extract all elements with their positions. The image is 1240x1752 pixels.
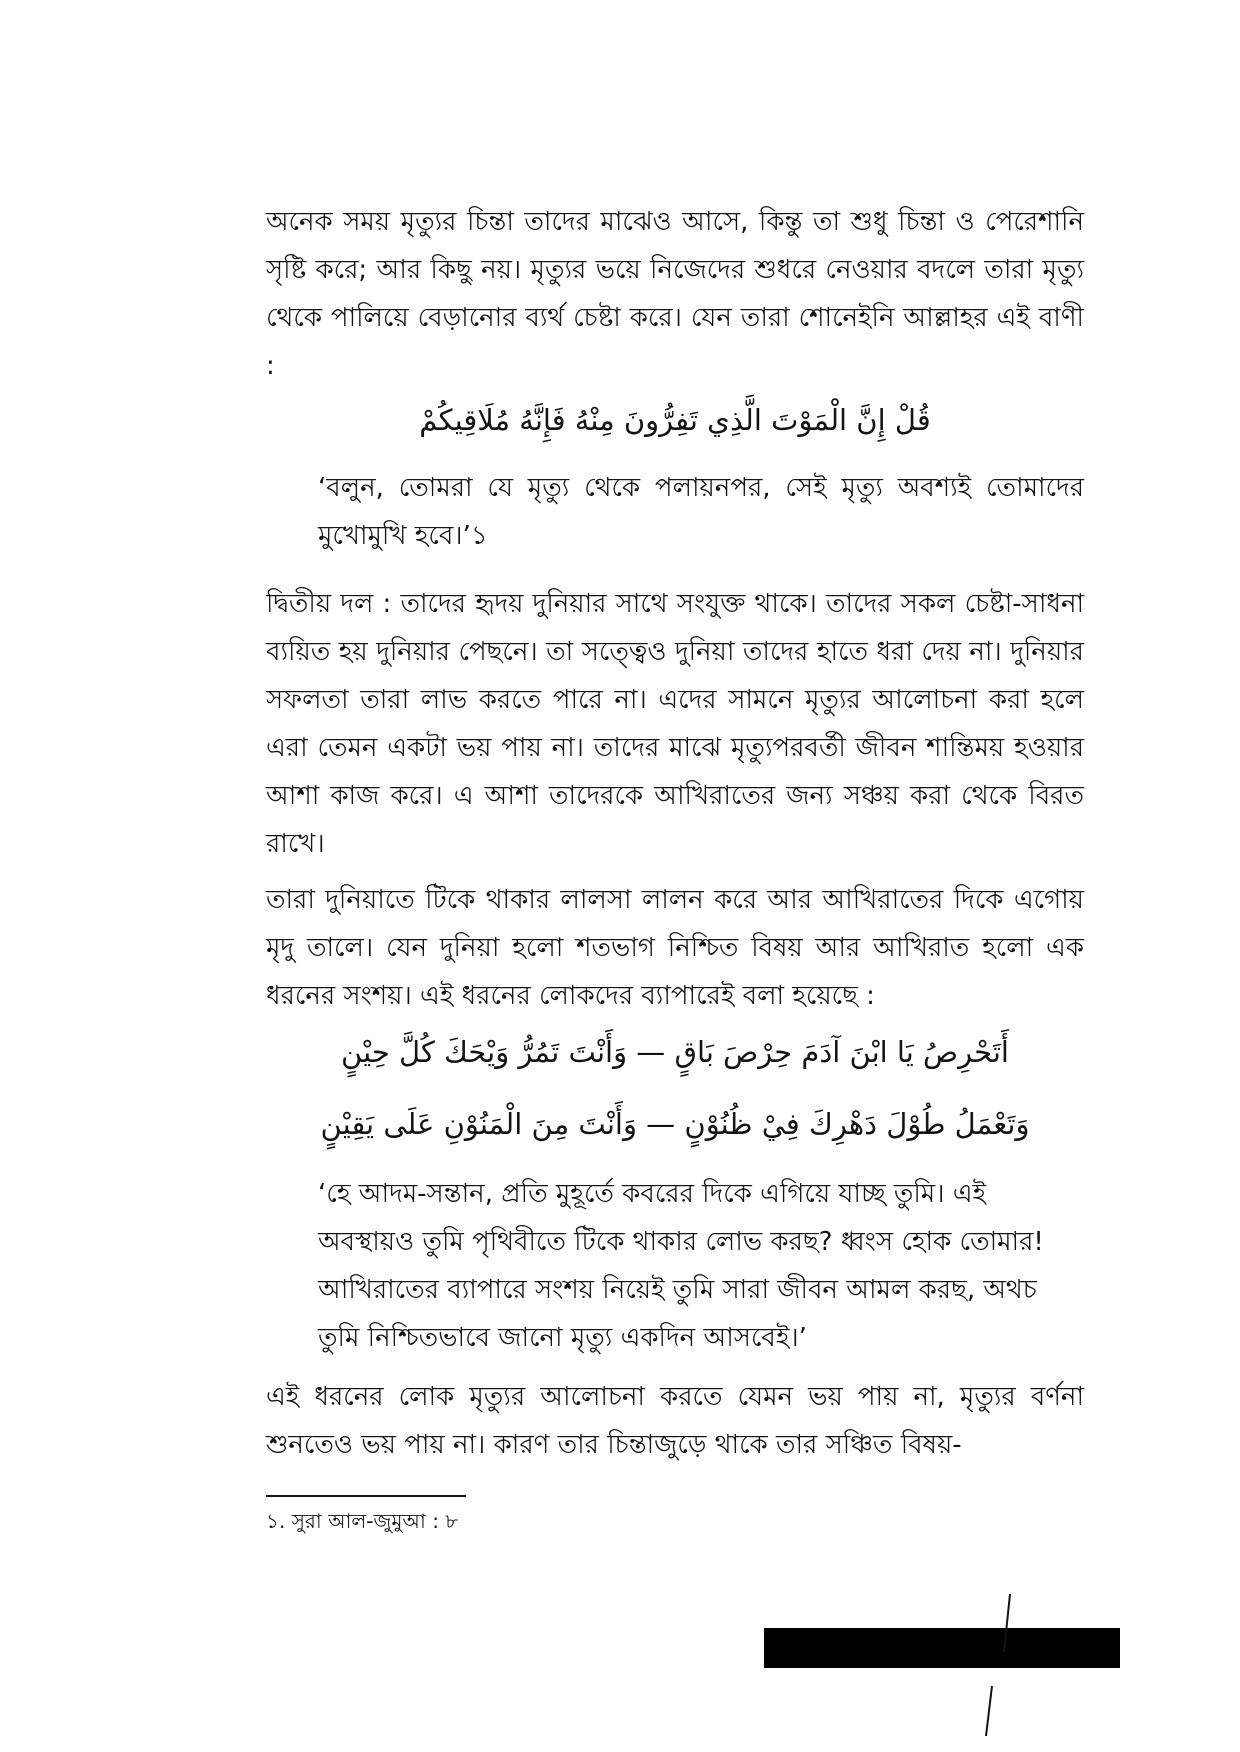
paragraph-worldly-desire: তারা দুনিয়াতে টিকে থাকার লালসা লালন করে আর আখিরাতের দিকে এগোয় মৃদু তালে। যেন দুনিয়া হলো শতভাগ নিশ্চিত বিষয় আর আখিরাত হলো এক ধরনের সংশয়। এই ধরনের লোকদের ব্যাপারেই বলা হয়েছে : (266, 885, 1084, 1011)
paragraph-intro: অনেক সময় মৃত্যুর চিন্তা তাদের মাঝেও আসে, কিন্তু তা শুধু চিন্তা ও পেরেশানি সৃষ্টি করে; আর কিছু নয়। মৃত্যুর ভয়ে নিজেদের শুধরে নেওয়ার বদলে তারা মৃত্যু থেকে পালিয়ে বেড়ানোর ব্যর্থ চেষ্টা করে। যেন তারা শোনেইনি আল্লাহর এই বাণী : (266, 207, 1084, 381)
footnote: ১. সুরা আল-জুমুআ : ৮ (266, 1509, 459, 1533)
verse-translation-quote: ‘বলুন, তোমরা যে মৃত্যু থেকে পলায়নপর, সেই মৃত্যু অবশ্যই তোমাদের মুখোমুখি হবে।’১ (318, 473, 1084, 551)
redaction-bar (764, 1628, 1120, 1668)
poem-translation-quote: ‘হে আদম-সন্তান, প্রতি মুহূর্তে কবরের দিকে এগিয়ে যাচ্ছ তুমি। এই অবস্থায়ও তুমি পৃথিবীতে টিকে থাকার লোভ করছ? ধ্বংস হোক তোমার! আখিরাতের ব্যাপারে সংশয় নিয়েই তুমি সারা জীবন আমল করছ, অথচ তুমি নিশ্চিতভাবে জানো মৃত্যু একদিন আসবেই।’ (318, 1179, 1044, 1353)
paragraph-second-group: দ্বিতীয় দল : তাদের হৃদয় দুনিয়ার সাথে সংযুক্ত থাকে। তাদের সকল চেষ্টা-সাধনা ব্যয়িত হয় দুনিয়ার পেছনে। তা সত্ত্বেও দুনিয়া তাদের হাতে ধরা দেয় না। দুনিয়ার সফলতা তারা লাভ করতে পারে না। এদের সামনে মৃত্যুর আলোচনা করা হলে এরা তেমন একটা ভয় পায় না। তাদের মাঝে মৃত্যুপরবর্তী জীবন শান্তিময় হওয়ার আশা কাজ করে। এ আশা তাদেরকে আখিরাতের জন্য সঞ্চয় করা থেকে বিরত রাখে। (266, 589, 1084, 859)
arabic-poem-line-2: وَتَعْمَلُ طُوْلَ دَهْرِكَ فِيْ ظُنُوْنٍ — وَأَنْتَ مِنَ الْمَنُوْنِ عَلَى يَقِيْنٍ (320, 1107, 1030, 1141)
footnote-divider (266, 1495, 466, 1497)
paragraph-closing: এই ধরনের লোক মৃত্যুর আলোচনা করতে যেমন ভয় পায় না, মৃত্যুর বর্ণনা শুনতেও ভয় পায় না। কারণ তার চিন্তাজুড়ে থাকে তার সঞ্চিত বিষয়- (266, 1382, 1084, 1460)
arabic-poem-line-1: أَتَحْرِصُ يَا ابْنَ آدَمَ حِرْصَ بَاقٍ — وَأَنْتَ تَمُرُّ وَيْحَكَ كُلَّ حِيْنٍ (341, 1035, 1009, 1069)
scan-slash-mark (970, 1590, 1030, 1740)
arabic-quran-verse: قُلْ إِنَّ الْمَوْتَ الَّذِي تَفِرُّونَ مِنْهُ فَإِنَّهُ مُلَاقِيكُمْ (419, 403, 931, 437)
